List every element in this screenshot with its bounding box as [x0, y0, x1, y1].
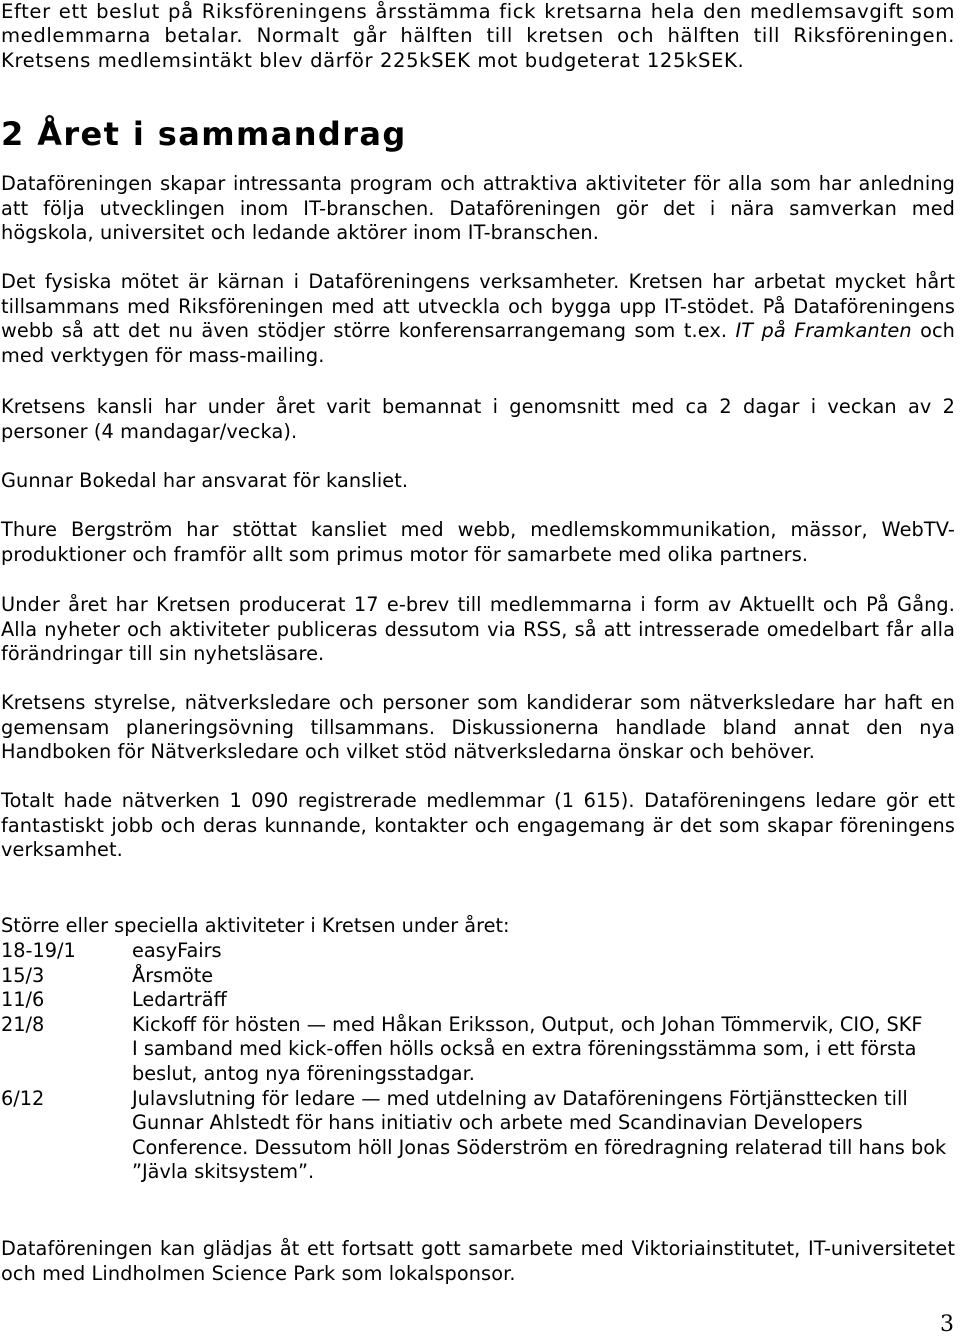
paragraph-support: Thure Bergström har stöttat kansliet med webb, medlemskommunikation, mässor, WebTV-produktioner och framför allt som primus motor för samarbete med olika partners. — [1, 518, 955, 566]
activity-description: Årsmöte — [132, 963, 214, 987]
activity-description: Julavslutning för ledare — med utdelning av Dataföreningens Förtjänsttecken till Gunnar Ahlstedt för hans initiativ och arbete med Scandinavian Developers Conference. Dessutom höll Jonas Söderström en föredragning relaterad till hans bok ”Jävla skitsystem”. — [132, 1086, 947, 1184]
activity-row — [1, 964, 959, 989]
activity-row — [1, 1087, 959, 1185]
activities-list — [1, 939, 959, 1185]
intro-line: Kretsens medlemsintäkt blev därför 225kSEK mot budgeterat 125kSEK. — [1, 48, 745, 72]
activity-date — [1, 1037, 132, 1086]
activity-date: 18-19/1 — [1, 939, 76, 962]
event-name: IT på Framkanten — [735, 319, 912, 343]
paragraph-text: Det fysiska mötet är kärnan i Dataföreningens verksamheter. Kretsen har arbetat mycket hårt tillsammans med Riksföreningen med att utveckla och bygga upp IT-stödet. På Dataföreningens webb så att det nu även stödjer större konferensarrangemang som t.ex. — [1, 270, 955, 343]
activity-row — [1, 1013, 959, 1038]
paragraph-text: och med verktygen för mass-mailing. — [1, 319, 955, 367]
intro-line: medlemmarna betalar. Normalt går hälften till kretsen och hälften till Riksföreningen. — [1, 24, 955, 48]
activity-date: 21/8 — [1, 1012, 45, 1036]
activity-description: Kickoff för hösten — med Håkan Eriksson, Output, och Johan Tömmervik, CIO, SKF — [132, 1012, 923, 1036]
activity-date: 6/12 — [1, 1086, 45, 1110]
section-heading: 2 Året i sammandrag — [1, 115, 407, 153]
paragraph-office: Kretsens kansli har under året varit bemannat i genomsnitt med ca 2 dagar i veckan av 2 personer (4 mandagar/vecka). — [1, 395, 955, 443]
paragraph-board-planning: Kretsens styrelse, nätverksledare och personer som kandiderar som nätverksledare har haft en gemensam planeringsövning tillsammans. Diskussionerna handlade bland annat den nya Handboken för Nätverksledare och vilket stöd nätverksledarna önskar och behöver. — [1, 691, 955, 764]
activity-date: 15/3 — [1, 963, 45, 987]
paragraph-office-manager: Gunnar Bokedal har ansvarat för kansliet. — [1, 469, 409, 492]
activity-description: I samband med kick-offen hölls också en extra föreningsstämma som, i ett första beslut, antog nya föreningsstadgar. — [132, 1037, 917, 1085]
paragraph-it-support — [1, 270, 955, 368]
paragraph-newsletters: Under året har Kretsen producerat 17 e-brev till medlemmarna i form av Aktuellt och På Gång. Alla nyheter och aktiviteter publiceras dessutom via RSS, så att intresserade omedelbart får alla förändringar till sin nyhetsläsare. — [1, 593, 955, 666]
intro-line: Efter ett beslut på Riksföreningens årsstämma fick kretsarna hela den medlemsavgift som — [1, 0, 955, 23]
activity-row — [1, 988, 959, 1013]
activity-date: 11/6 — [1, 988, 45, 1012]
activity-description: easyFairs — [132, 939, 222, 962]
activities-intro: Större eller speciella aktiviteter i Kretsen under året: — [1, 914, 510, 937]
activity-description: Ledarträff — [132, 988, 227, 1012]
intro-paragraph — [1, 0, 955, 73]
paragraph-partners: Dataföreningen kan glädjas åt ett fortsatt gott samarbete med Viktoriainstitutet, IT-universitetet och med Lindholmen Science Park som lokalsponsor. — [1, 1237, 955, 1285]
activity-row — [1, 939, 959, 964]
paragraph-members: Totalt hade nätverken 1 090 registrerade medlemmar (1 615). Dataföreningens ledare gör ett fantastiskt jobb och deras kunnande, kontakter och engagemang är det som skapar föreningens verksamhet. — [1, 789, 955, 862]
page-number: 3 — [940, 1312, 954, 1337]
activity-row — [1, 1037, 959, 1086]
paragraph-mission: Dataföreningen skapar intressanta program och attraktiva aktiviteter för alla som har anledning att följa utvecklingen inom IT-branschen. Dataföreningen gör det i nära samverkan med högskola, universitet och ledande aktörer inom IT-branschen. — [1, 172, 955, 245]
